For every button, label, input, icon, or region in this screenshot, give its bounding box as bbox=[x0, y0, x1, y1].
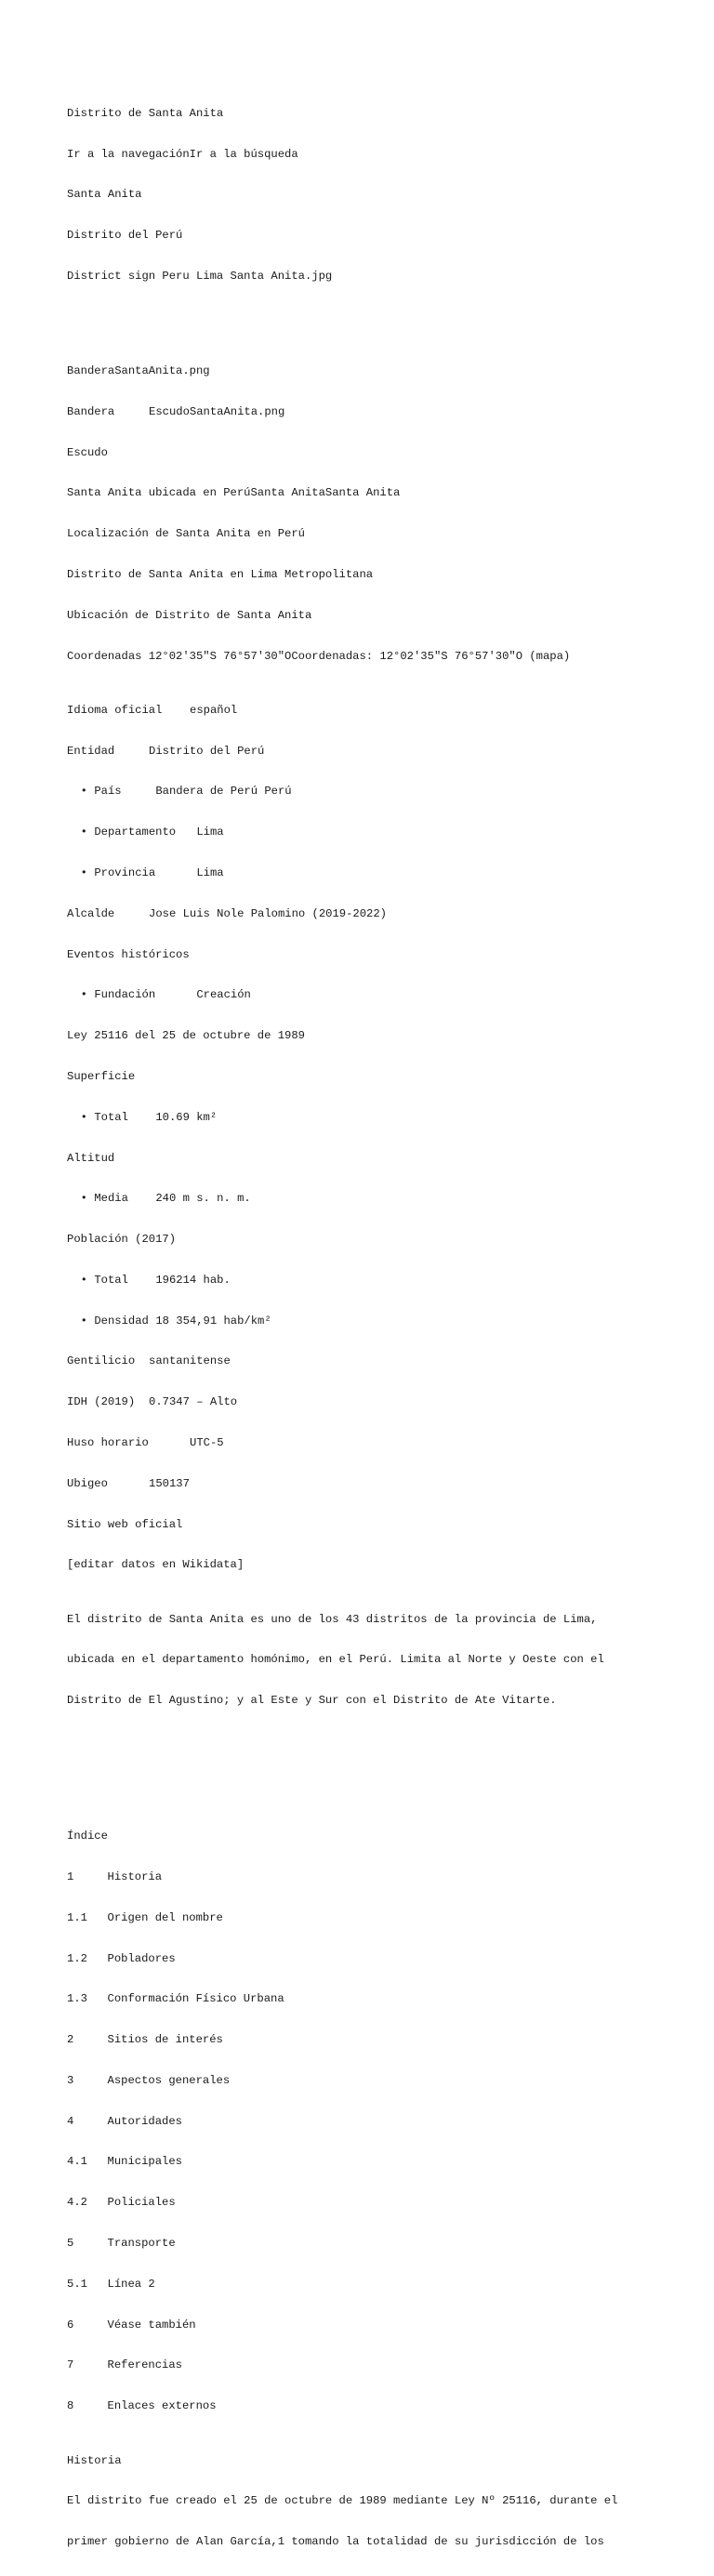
shield-image-name: EscudoSantaAnita.png bbox=[149, 404, 285, 418]
toc-label[interactable]: Pobladores bbox=[107, 1951, 176, 1965]
altitude-mean-value: 240 m s. n. m. bbox=[155, 1192, 251, 1206]
toc-number: 7 bbox=[67, 2358, 74, 2372]
toc-item[interactable] bbox=[67, 2196, 699, 2210]
toc-item[interactable] bbox=[67, 2358, 699, 2372]
entity-label: Entidad bbox=[67, 744, 115, 758]
language-row bbox=[67, 704, 699, 718]
toc-item[interactable] bbox=[67, 2237, 699, 2251]
density-value: 18 354,91 hab/km² bbox=[155, 1314, 271, 1328]
toc-item[interactable] bbox=[67, 1952, 699, 1966]
shield-label: Escudo bbox=[67, 445, 108, 459]
toc-number: 1.2 bbox=[67, 1951, 87, 1965]
toc-label[interactable]: Municipales bbox=[107, 2155, 182, 2169]
province-label: Provincia bbox=[94, 866, 156, 880]
toc-label[interactable]: Enlaces externos bbox=[107, 2399, 217, 2413]
province-row bbox=[67, 866, 699, 880]
hdi-row bbox=[67, 1395, 699, 1409]
hdi-label: IDH (2019) bbox=[67, 1395, 136, 1409]
sign-image-caption: District sign Peru Lima Santa Anita.jpg bbox=[67, 269, 333, 283]
ubigeo-label: Ubigeo bbox=[67, 1476, 108, 1490]
bullet-icon: • bbox=[80, 1192, 87, 1206]
toc-label[interactable]: Origen del nombre bbox=[107, 1910, 223, 1924]
location-map-text: Santa Anita ubicada en PerúSanta AnitaSanta Anita bbox=[67, 486, 401, 500]
bullet-icon: • bbox=[80, 866, 87, 880]
toc-label[interactable]: Referencias bbox=[107, 2358, 182, 2372]
altitude-mean-row bbox=[67, 1192, 699, 1206]
demonym-label: Gentilicio bbox=[67, 1354, 136, 1368]
document-page bbox=[67, 66, 699, 2576]
toc-number: 2 bbox=[67, 2033, 74, 2047]
timezone-label: Huso horario bbox=[67, 1435, 149, 1449]
area-total-label: Total bbox=[94, 1110, 128, 1124]
toc-number: 5 bbox=[67, 2237, 74, 2250]
intro-line: El distrito de Santa Anita es uno de los 43 distritos de la provincia de Lima, bbox=[67, 1612, 598, 1626]
edit-wikidata-link[interactable]: [editar datos en Wikidata] bbox=[67, 1558, 245, 1572]
foundation-value: Creación bbox=[196, 988, 251, 1002]
toc-item[interactable] bbox=[67, 2033, 699, 2047]
history-line: primer gobierno de Alan García,1 tomando la totalidad de su jurisdicción de los bbox=[67, 2535, 604, 2549]
population-total-label: Total bbox=[94, 1273, 128, 1287]
spacer bbox=[67, 1735, 699, 1749]
bullet-icon: • bbox=[80, 785, 87, 799]
area-total-value: 10.69 km² bbox=[155, 1110, 218, 1124]
toc-label[interactable]: Historia bbox=[107, 1869, 163, 1883]
demonym-row bbox=[67, 1354, 699, 1368]
mayor-label: Alcalde bbox=[67, 906, 115, 920]
article-title: Distrito de Santa Anita bbox=[67, 106, 224, 120]
toc-label[interactable]: Aspectos generales bbox=[107, 2073, 231, 2087]
toc-label[interactable]: Transporte bbox=[107, 2237, 176, 2250]
events-label: Eventos históricos bbox=[67, 947, 190, 961]
toc-item[interactable] bbox=[67, 2399, 699, 2413]
toc-item[interactable] bbox=[67, 2318, 699, 2332]
timezone-value: UTC-5 bbox=[190, 1435, 224, 1449]
bullet-icon: • bbox=[80, 1110, 87, 1124]
bullet-icon: • bbox=[80, 826, 87, 839]
country-label: País bbox=[94, 785, 122, 799]
toc-number: 1.3 bbox=[67, 1992, 87, 2006]
toc-item[interactable] bbox=[67, 2155, 699, 2169]
hdi-value: 0.7347 – Alto bbox=[149, 1395, 238, 1409]
toc-number: 6 bbox=[67, 2318, 74, 2332]
mayor-row bbox=[67, 907, 699, 921]
entity-row bbox=[67, 745, 699, 759]
bullet-icon: • bbox=[80, 988, 87, 1002]
toc-label[interactable]: Sitios de interés bbox=[107, 2033, 223, 2047]
foundation-label: Fundación bbox=[94, 988, 156, 1002]
intro-line: Distrito de El Agustino; y al Este y Sur con el Distrito de Ate Vitarte. bbox=[67, 1694, 557, 1708]
law-text: Ley 25116 del 25 de octubre de 1989 bbox=[67, 1029, 305, 1043]
toc-number: 5.1 bbox=[67, 2277, 87, 2291]
toc-label[interactable]: Autoridades bbox=[107, 2114, 182, 2128]
department-label: Departamento bbox=[94, 826, 177, 839]
province-value: Lima bbox=[196, 866, 224, 880]
toc-title: Índice bbox=[67, 1830, 108, 1843]
spacer bbox=[67, 310, 699, 324]
altitude-label: Altitud bbox=[67, 1151, 115, 1165]
area-total-row bbox=[67, 1111, 699, 1125]
country-value: Bandera de Perú Perú bbox=[155, 785, 292, 799]
coordinates-link[interactable]: Coordenadas 12°02′35″S 76°57′30″OCoordenadas: 12°02′35″S 76°57′30″O (mapa) bbox=[67, 649, 571, 663]
district-name: Santa Anita bbox=[67, 188, 142, 202]
toc-item[interactable] bbox=[67, 2074, 699, 2088]
toc-item[interactable] bbox=[67, 2278, 699, 2292]
area-label: Superficie bbox=[67, 1069, 136, 1083]
department-row bbox=[67, 826, 699, 839]
toc-number: 4.1 bbox=[67, 2155, 87, 2169]
history-line: El distrito fue creado el 25 de octubre de 1989 mediante Ley Nº 25116, durante el bbox=[67, 2494, 618, 2508]
ubigeo-row bbox=[67, 1477, 699, 1491]
flag-shield-row bbox=[67, 405, 699, 419]
website-link[interactable]: Sitio web oficial bbox=[67, 1517, 183, 1531]
population-total-row bbox=[67, 1274, 699, 1288]
district-subtitle: Distrito del Perú bbox=[67, 229, 183, 243]
density-row bbox=[67, 1314, 699, 1328]
population-total-value: 196214 hab. bbox=[155, 1273, 231, 1287]
toc-label[interactable]: Línea 2 bbox=[107, 2277, 155, 2291]
ubigeo-value: 150137 bbox=[149, 1476, 190, 1490]
foundation-row bbox=[67, 988, 699, 1002]
toc-item[interactable] bbox=[67, 1992, 699, 2006]
location-caption: Localización de Santa Anita en Perú bbox=[67, 527, 305, 541]
history-heading: Historia bbox=[67, 2453, 122, 2467]
language-value: español bbox=[190, 703, 238, 717]
toc-number: 4.2 bbox=[67, 2196, 87, 2210]
flag-image-name: BanderaSantaAnita.png bbox=[67, 364, 210, 378]
country-row bbox=[67, 785, 699, 799]
language-label: Idioma oficial bbox=[67, 703, 163, 717]
intro-line: ubicada en el departamento homónimo, en el Perú. Limita al Norte y Oeste con el bbox=[67, 1653, 604, 1667]
bullet-icon: • bbox=[80, 1273, 87, 1287]
bullet-icon: • bbox=[80, 1314, 87, 1328]
toc-item[interactable] bbox=[67, 1911, 699, 1925]
population-label: Población (2017) bbox=[67, 1233, 177, 1247]
toc-item[interactable] bbox=[67, 2115, 699, 2129]
toc-number: 3 bbox=[67, 2073, 74, 2087]
toc-number: 1.1 bbox=[67, 1910, 87, 1924]
toc-number: 8 bbox=[67, 2399, 74, 2413]
flag-label: Bandera bbox=[67, 404, 115, 418]
toc-label[interactable]: Policiales bbox=[107, 2196, 176, 2210]
department-value: Lima bbox=[196, 826, 224, 839]
spacer bbox=[67, 1776, 699, 1790]
timezone-row bbox=[67, 1436, 699, 1450]
mayor-value: Jose Luis Nole Palomino (2019-2022) bbox=[149, 906, 387, 920]
toc-item[interactable] bbox=[67, 1870, 699, 1884]
toc-label[interactable]: Véase también bbox=[107, 2318, 196, 2332]
toc-number: 4 bbox=[67, 2114, 74, 2128]
toc-number: 1 bbox=[67, 1869, 74, 1883]
demonym-value: santanitense bbox=[149, 1354, 231, 1368]
density-label: Densidad bbox=[94, 1314, 149, 1328]
altitude-mean-label: Media bbox=[94, 1192, 128, 1206]
entity-value: Distrito del Perú bbox=[149, 744, 265, 758]
metro-caption: Distrito de Santa Anita en Lima Metropolitana bbox=[67, 567, 374, 581]
ubicacion-caption: Ubicación de Distrito de Santa Anita bbox=[67, 608, 312, 622]
toc-label[interactable]: Conformación Físico Urbana bbox=[107, 1992, 284, 2006]
skip-links[interactable]: Ir a la navegaciónIr a la búsqueda bbox=[67, 147, 298, 161]
